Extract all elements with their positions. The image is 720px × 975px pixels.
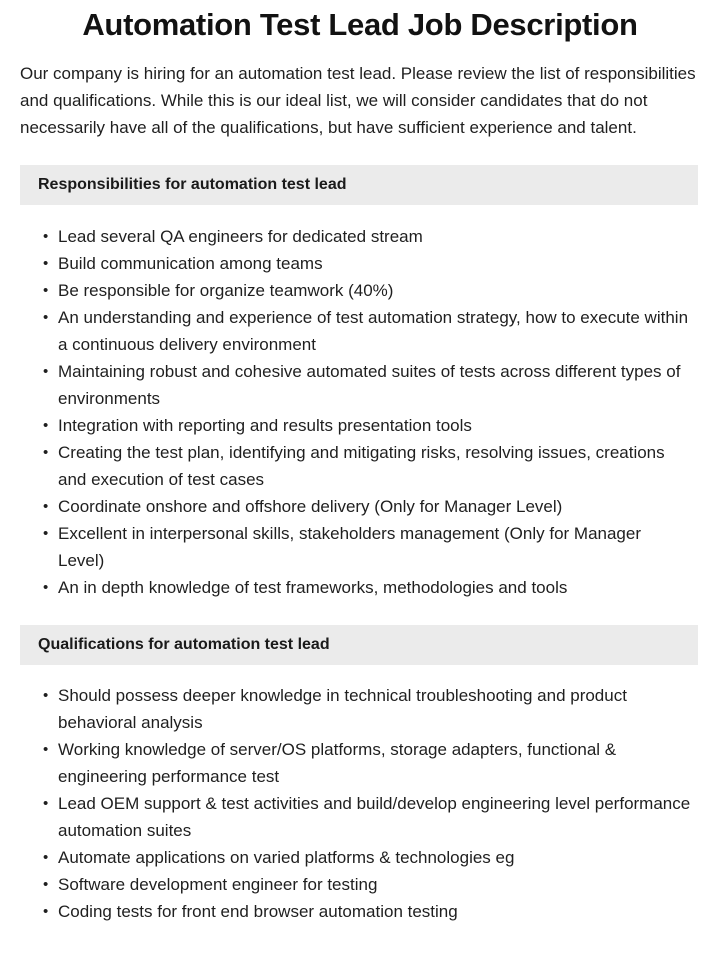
list-item: • Automate applications on varied platforms & technologies eg [58, 844, 698, 871]
list-item: • An in depth knowledge of test frameworks, methodologies and tools [58, 574, 698, 601]
responsibilities-list [0, 223, 720, 601]
intro-paragraph: Our company is hiring for an automation test lead. Please review the list of responsibilities and qualifications. While this is our ideal list, we will consider candidates that do not necessarily have all of the qualifications, but have sufficient experience and talent. [20, 64, 696, 137]
list-item: • Should possess deeper knowledge in technical troubleshooting and product behavioral analysis [58, 682, 698, 736]
list-item: • Software development engineer for testing [58, 871, 698, 898]
section-heading-label: Qualifications for automation test lead [38, 636, 330, 653]
list-item: • Working knowledge of server/OS platforms, storage adapters, functional & engineering performance test [58, 736, 698, 790]
section-qualifications [0, 625, 720, 925]
qualifications-list [0, 682, 720, 925]
section-header-responsibilities [20, 165, 698, 205]
list-item: • Maintaining robust and cohesive automated suites of tests across different types of environments [58, 358, 698, 412]
list-item: • Excellent in interpersonal skills, stakeholders management (Only for Manager Level) [58, 520, 698, 574]
list-item: • Be responsible for organize teamwork (40%) [58, 277, 698, 304]
list-item: • Creating the test plan, identifying and mitigating risks, resolving issues, creations and execution of test cases [58, 439, 698, 493]
list-item: • Coding tests for front end browser automation testing [58, 898, 698, 925]
list-item: • Lead several QA engineers for dedicated stream [58, 223, 698, 250]
page-bottom-spacer [0, 925, 720, 951]
list-item: • Integration with reporting and results presentation tools [58, 412, 698, 439]
section-responsibilities [0, 165, 720, 601]
list-item: • An understanding and experience of test automation strategy, how to execute within a continuous delivery environment [58, 304, 698, 358]
list-item: • Build communication among teams [58, 250, 698, 277]
list-item: • Coordinate onshore and offshore delivery (Only for Manager Level) [58, 493, 698, 520]
section-header-qualifications [20, 625, 698, 665]
page-title: Automation Test Lead Job Description [82, 7, 638, 42]
section-heading-label: Responsibilities for automation test lead [38, 176, 347, 193]
list-item: • Lead OEM support & test activities and build/develop engineering level performance automation suites [58, 790, 698, 844]
